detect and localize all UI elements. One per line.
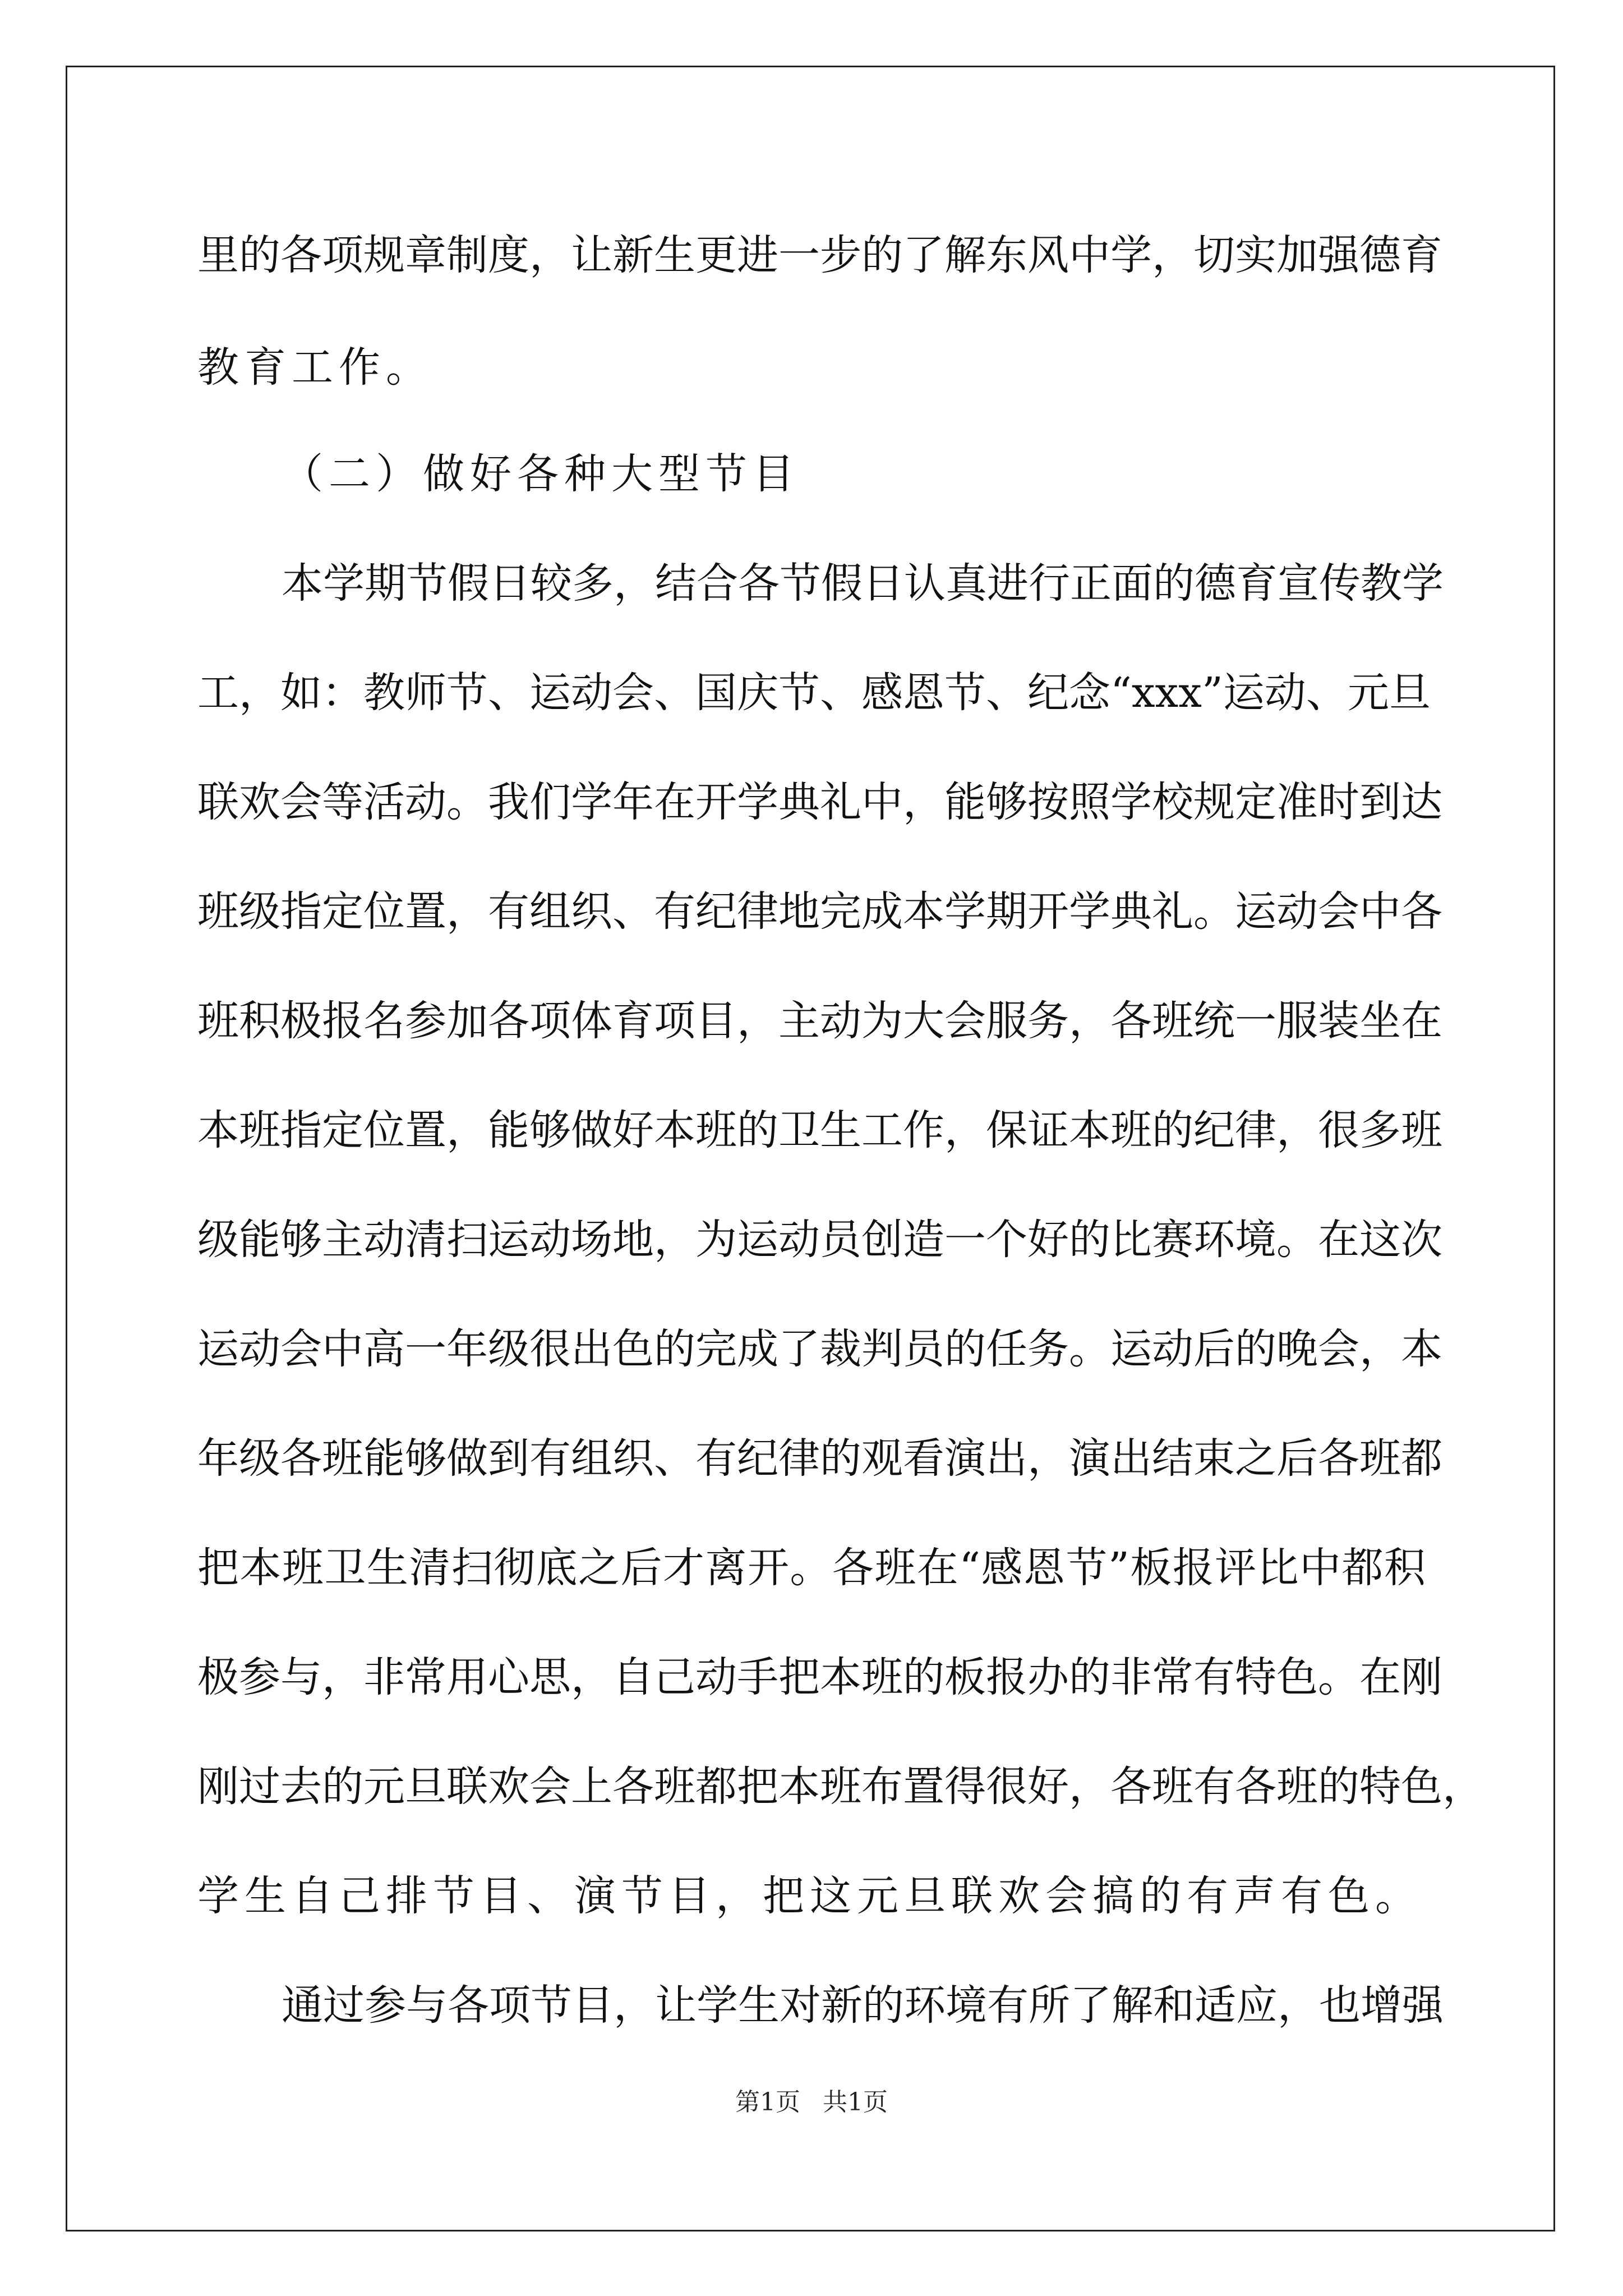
body-line: 工，如：教师节、运动会、国庆节、感恩节、纪念“xxx”运动、元旦 bbox=[197, 669, 1431, 717]
body-line: 运动会中高一年级很出色的完成了裁判员的任务。运动后的晚会，本 bbox=[197, 1325, 1442, 1373]
body-line: 通过参与各项节目，让学生对新的环境有所了解和适应，也增强 bbox=[282, 1981, 1444, 2030]
page-number-current: 第1页 bbox=[735, 2088, 800, 2116]
body-line: 刚过去的元旦联欢会上各班都把本班布置得很好，各班有各班的特色， bbox=[197, 1763, 1484, 1811]
section-heading: （二）做好各种大型节目 bbox=[282, 450, 800, 498]
page-number-total: 共1页 bbox=[823, 2088, 888, 2116]
body-line: 班级指定位置，有组织、有纪律地完成本学期开学典礼。运动会中各 bbox=[197, 887, 1442, 936]
body-line: 里的各项规章制度，让新生更进一步的了解东风中学，切实加强德育 bbox=[197, 231, 1442, 279]
body-line: 本班指定位置，能够做好本班的卫生工作，保证本班的纪律，很多班 bbox=[197, 1106, 1442, 1154]
body-line: 年级各班能够做到有组织、有纪律的观看演出，演出结束之后各班都 bbox=[197, 1434, 1442, 1483]
body-line: 级能够主动清扫运动场地，为运动员创造一个好的比赛环境。在这次 bbox=[197, 1216, 1442, 1264]
document-body bbox=[197, 222, 1484, 2030]
body-line: 把本班卫生清扫彻底之后才离开。各班在“感恩节”板报评比中都积 bbox=[197, 1544, 1426, 1592]
page-footer bbox=[0, 2086, 1623, 2119]
body-line: 极参与，非常用心思，自己动手把本班的板报办的非常有特色。在刚 bbox=[197, 1653, 1442, 1701]
body-line: 联欢会等活动。我们学年在开学典礼中，能够按照学校规定准时到达 bbox=[197, 778, 1442, 826]
body-line: 学生自己排节目、演节目，把这元旦联欢会搞的有声有色。 bbox=[197, 1872, 1422, 1920]
body-line: 本学期节假日较多，结合各节假日认真进行正面的德育宣传教学 bbox=[282, 559, 1444, 608]
body-line: 班积极报名参加各项体育项目，主动为大会服务，各班统一服装坐在 bbox=[197, 997, 1442, 1045]
body-line: 教育工作。 bbox=[197, 343, 433, 392]
